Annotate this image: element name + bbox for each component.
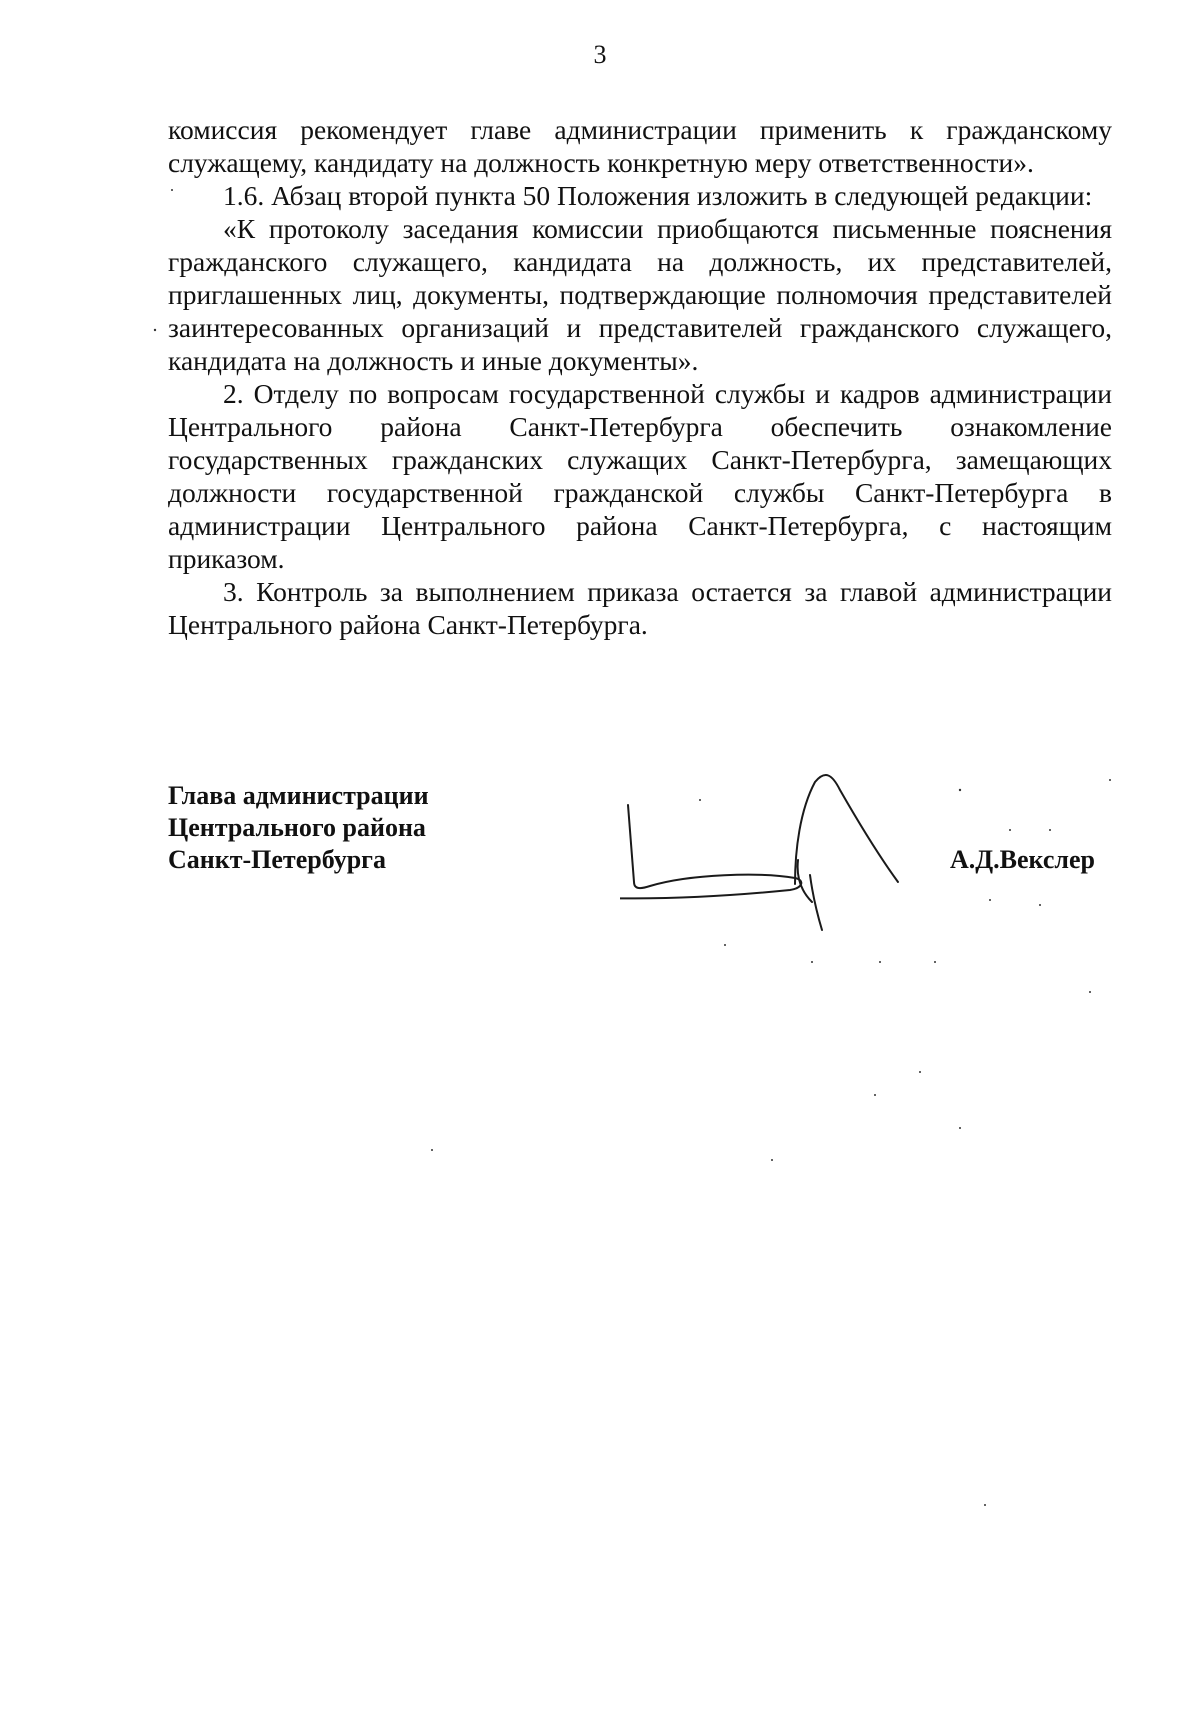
signer-name: А.Д.Векслер	[950, 845, 1096, 874]
paragraph-5: 3. Контроль за выполнением приказа остается за главой администрации Центрального района Санкт-Петербурга.	[168, 576, 1112, 640]
paragraph-4: 2. Отделу по вопросам государственной службы и кадров администрации Центрального района Санкт-Петербурга обеспечить ознакомление государственных гражданских служащих Санкт-Петербурга, замещающих должности государственной гражданской службы Санкт-Петербурга в администрации Центрального района Санкт-Петербурга, с настоящим приказом.	[168, 378, 1112, 574]
signature-title-line: Глава администрации	[168, 781, 429, 810]
page-number: 3	[593, 40, 607, 69]
paragraph-1: комиссия рекомендует главе администрации применить к гражданскому служащему, кандидату на должность конкретную меру ответственности».	[168, 114, 1112, 178]
paragraph-2: 1.6. Абзац второй пункта 50 Положения изложить в следующей редакции:	[223, 180, 1093, 211]
signature-title-block	[168, 780, 429, 876]
handwritten-signature	[620, 760, 900, 950]
document-body	[168, 113, 1112, 641]
signature-title-line: Санкт-Петербурга	[168, 845, 386, 874]
signature-title-line: Центрального района	[168, 813, 426, 842]
paragraph-3: «К протоколу заседания комиссии приобщаются письменные пояснения гражданского служащего, кандидата на должность, их представителей, приглашенных лиц, документы, подтверждающие полномочия представителей заинтересованных организаций и представителей гражданского служащего, кандидата на должность и иные документы».	[168, 213, 1112, 376]
